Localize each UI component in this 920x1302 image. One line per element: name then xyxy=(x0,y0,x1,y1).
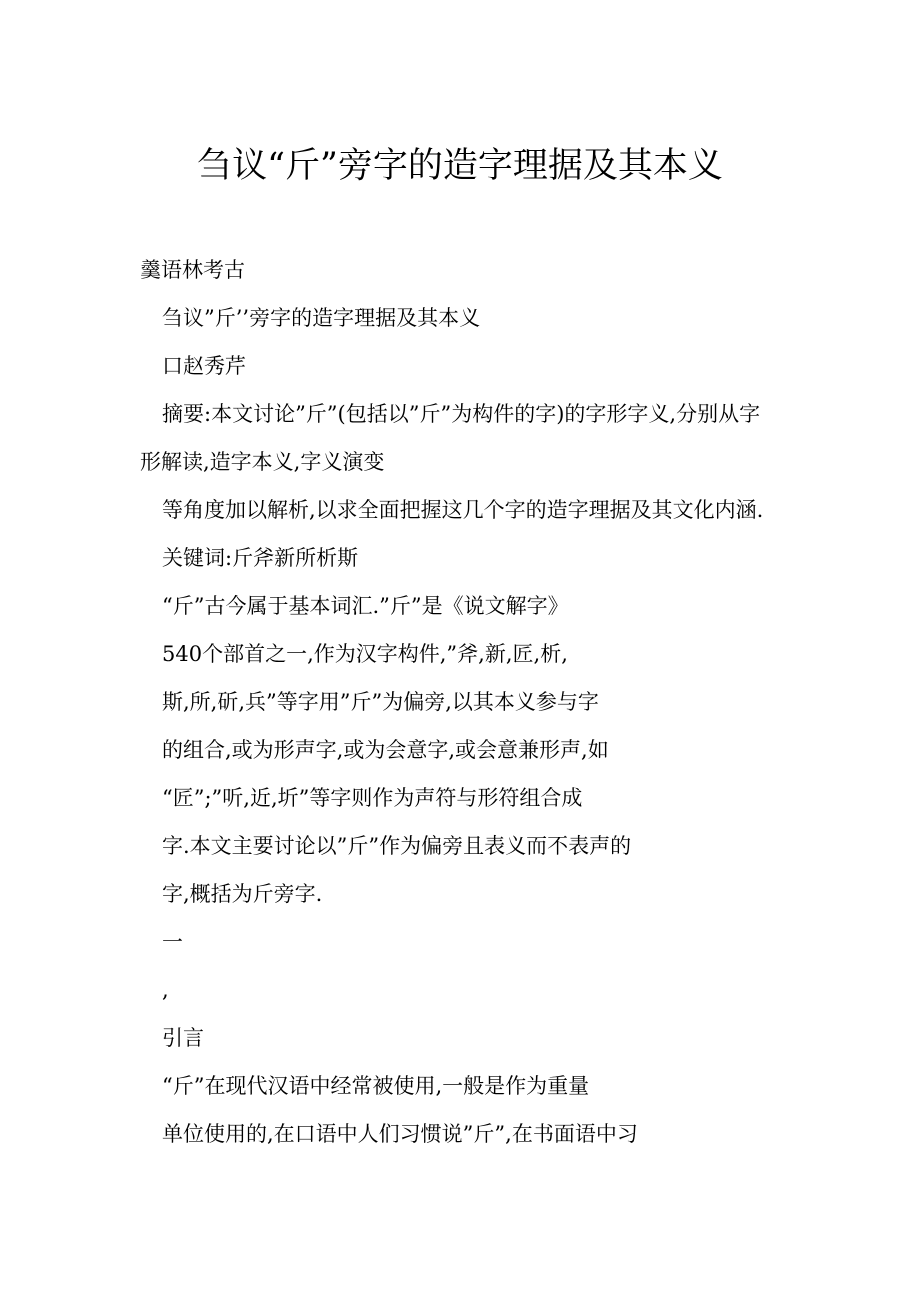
body-line: 单位使用的,在口语中人们习惯说”斤”,在书面语中习 xyxy=(162,1122,638,1146)
section-header: 羹语林考古 xyxy=(140,258,245,282)
body-line: 字,概括为斤旁字. xyxy=(162,882,323,906)
body-line: 斯,所,斫,兵”等字用”斤”为偏旁,以其本义参与字 xyxy=(162,690,599,714)
section-number: 一 xyxy=(162,930,183,954)
author-line: 口赵秀芹 xyxy=(162,354,246,378)
abstract-line: 摘要:本文讨论”斤”(包括以”斤”为构件的字)的字形字义,分别从字 xyxy=(162,402,761,426)
body-line: 字.本文主要讨论以”斤”作为偏旁且表义而不表声的 xyxy=(162,834,632,858)
body-line: “斤”古今属于基本词汇.”斤”是《说文解字》 xyxy=(162,594,569,618)
section-number-comma: , xyxy=(162,978,169,1002)
keywords-line: 关键词:斤斧新所析斯 xyxy=(162,546,359,570)
document-body xyxy=(0,246,920,1158)
body-line: “斤”在现代汉语中经常被使用,一般是作为重量 xyxy=(162,1074,590,1098)
abstract-line: 形解读,造字本义,字义演变 xyxy=(140,450,385,474)
section-heading: 引言 xyxy=(162,1026,204,1050)
article-subtitle: 刍议”斤’’旁字的造字理据及其本义 xyxy=(162,306,481,330)
body-line: 540个部首之一,作为汉字构件,”斧,新,匠,析, xyxy=(162,642,568,666)
body-line: “匠”;”听,近,圻”等字则作为声符与形符组合成 xyxy=(162,786,583,810)
abstract-line: 等角度加以解析,以求全面把握这几个字的造字理据及其文化内涵. xyxy=(162,498,764,522)
document-title: 刍议“斤”旁字的造字理据及其本义 xyxy=(197,146,723,186)
body-line: 的组合,或为形声字,或为会意字,或会意兼形声,如 xyxy=(162,738,609,762)
